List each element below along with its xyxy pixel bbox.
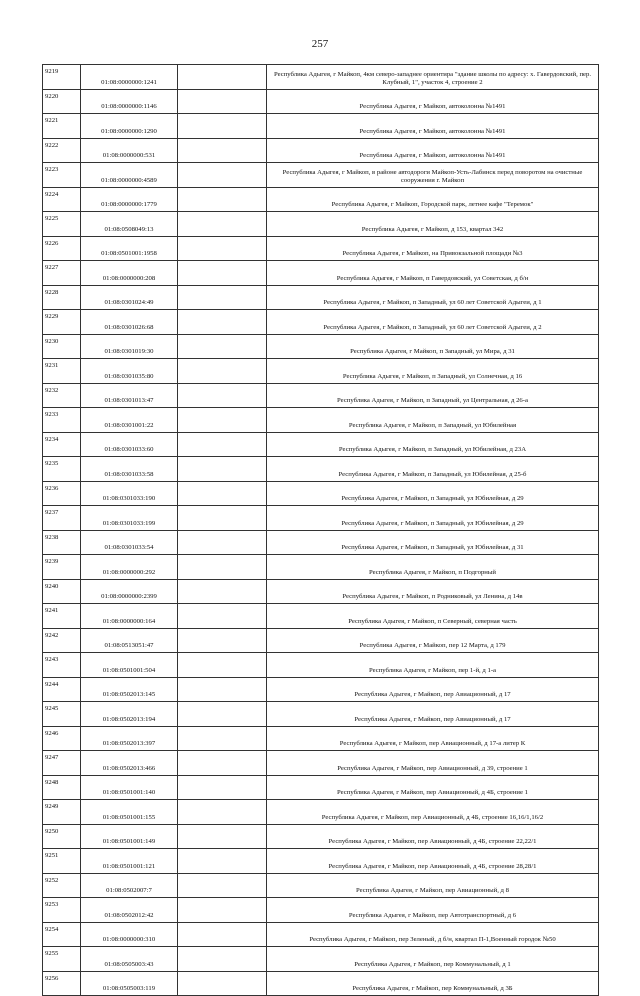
empty-cell	[178, 114, 267, 139]
row-number-cell: 9233	[43, 408, 81, 433]
row-number-cell: 9256	[43, 971, 81, 996]
empty-cell	[178, 604, 267, 629]
empty-cell	[178, 89, 267, 114]
empty-cell	[178, 212, 267, 237]
address-cell: Республика Адыгея, г Майкоп, на Привокзальной площади №3	[267, 236, 599, 261]
cadastral-number-cell: 01:08:0501001:149	[81, 824, 178, 849]
address-cell: Республика Адыгея, г Майкоп, пер Авиационный, д 17-а литер К	[267, 726, 599, 751]
cadastral-number-cell: 01:08:0501001:121	[81, 849, 178, 874]
row-number-cell: 9223	[43, 163, 81, 188]
empty-cell	[178, 726, 267, 751]
row-number-cell: 9241	[43, 604, 81, 629]
address-cell: Республика Адыгея, г Майкоп, пер Коммунальный, д 3Б	[267, 971, 599, 996]
cadastral-number-cell: 01:08:0301019:30	[81, 334, 178, 359]
cadastral-number-cell: 01:08:0000000:2399	[81, 579, 178, 604]
row-number-cell: 9236	[43, 481, 81, 506]
empty-cell	[178, 310, 267, 335]
row-number-cell: 9240	[43, 579, 81, 604]
address-cell: Республика Адыгея, г Майкоп, пер Авиационный, д 39, строение 1	[267, 751, 599, 776]
table-row	[43, 726, 599, 751]
cadastral-number-cell: 01:08:0501001:140	[81, 775, 178, 800]
cadastral-number-cell: 01:08:0301033:58	[81, 457, 178, 482]
table-row	[43, 65, 599, 90]
row-number-cell: 9249	[43, 800, 81, 825]
row-number-cell: 9254	[43, 922, 81, 947]
address-cell: Республика Адыгея, г Майкоп, пер Авиационный, д 17	[267, 677, 599, 702]
address-cell: Республика Адыгея, г Майкоп, п Гавердовский, ул Советская, д б/н	[267, 261, 599, 286]
address-cell: Республика Адыгея, г Майкоп, п Северный, северная часть	[267, 604, 599, 629]
empty-cell	[178, 824, 267, 849]
address-cell: Республика Адыгея, г Майкоп, автоколонна №1491	[267, 138, 599, 163]
empty-cell	[178, 432, 267, 457]
cadastral-number-cell: 01:08:0501001:155	[81, 800, 178, 825]
address-cell: Республика Адыгея, г Майкоп, пер 1-й, д 1-а	[267, 653, 599, 678]
row-number-cell: 9250	[43, 824, 81, 849]
row-number-cell: 9221	[43, 114, 81, 139]
table-row	[43, 800, 599, 825]
address-cell: Республика Адыгея, г Майкоп, автоколонна №1491	[267, 89, 599, 114]
table-row	[43, 408, 599, 433]
cadastral-number-cell: 01:08:0502013:466	[81, 751, 178, 776]
address-cell: Республика Адыгея, г Майкоп, пер Коммунальный, д 1	[267, 947, 599, 972]
address-cell: Республика Адыгея, г Майкоп, пер Автотранспортный, д 6	[267, 898, 599, 923]
row-number-cell: 9253	[43, 898, 81, 923]
cadastral-number-cell: 01:08:0301024:49	[81, 285, 178, 310]
empty-cell	[178, 947, 267, 972]
row-number-cell: 9224	[43, 187, 81, 212]
empty-cell	[178, 775, 267, 800]
cadastral-number-cell: 01:08:0301026:68	[81, 310, 178, 335]
address-cell: Республика Адыгея, г Майкоп, пер Авиационный, д 4Б, строение 1	[267, 775, 599, 800]
empty-cell	[178, 236, 267, 261]
row-number-cell: 9225	[43, 212, 81, 237]
row-number-cell: 9245	[43, 702, 81, 727]
row-number-cell: 9252	[43, 873, 81, 898]
cadastral-number-cell: 01:08:0000000:310	[81, 922, 178, 947]
empty-cell	[178, 334, 267, 359]
address-cell: Республика Адыгея, г Майкоп, пер Авиационный, д 8	[267, 873, 599, 898]
cadastral-number-cell: 01:08:0513051:47	[81, 628, 178, 653]
empty-cell	[178, 677, 267, 702]
row-number-cell: 9231	[43, 359, 81, 384]
row-number-cell: 9234	[43, 432, 81, 457]
row-number-cell: 9246	[43, 726, 81, 751]
address-cell: Республика Адыгея, г Майкоп, пер Авиационный, д 17	[267, 702, 599, 727]
cadastral-number-cell: 01:08:0301035:80	[81, 359, 178, 384]
address-cell: Республика Адыгея, г Майкоп, Городской парк, летнее кафе "Теремок"	[267, 187, 599, 212]
cadastral-number-cell: 01:08:0502012:42	[81, 898, 178, 923]
property-registry-table	[42, 64, 599, 996]
cadastral-number-cell: 01:08:0000000:208	[81, 261, 178, 286]
cadastral-number-cell: 01:08:0505003:43	[81, 947, 178, 972]
address-cell: Республика Адыгея, г Майкоп, п Западный, ул 60 лет Советской Адыгеи, д 2	[267, 310, 599, 335]
row-number-cell: 9238	[43, 530, 81, 555]
cadastral-number-cell: 01:08:0301033:199	[81, 506, 178, 531]
table-row	[43, 163, 599, 188]
table-row	[43, 702, 599, 727]
table-row	[43, 432, 599, 457]
cadastral-number-cell: 01:08:0000000:164	[81, 604, 178, 629]
address-cell: Республика Адыгея, г Майкоп, пер Авиационный, д 4Б, строение 16,16/1,16/2	[267, 800, 599, 825]
empty-cell	[178, 285, 267, 310]
empty-cell	[178, 873, 267, 898]
table-row	[43, 334, 599, 359]
row-number-cell: 9237	[43, 506, 81, 531]
address-cell: Республика Адыгея, г Майкоп, п Родниковый, ул Ленина, д 14в	[267, 579, 599, 604]
table-row	[43, 653, 599, 678]
table-row	[43, 310, 599, 335]
address-cell: Республика Адыгея, г Майкоп, пер Зеленый, д б/н, квартал П-1,Военный городок №50	[267, 922, 599, 947]
table-row	[43, 971, 599, 996]
cadastral-number-cell: 01:08:0501001:504	[81, 653, 178, 678]
cadastral-number-cell: 01:08:0301033:54	[81, 530, 178, 555]
address-cell: Республика Адыгея, г Майкоп, п Западный, ул Юбилейная	[267, 408, 599, 433]
address-cell: Республика Адыгея, г Майкоп, пер Авиационный, д 4Б, строение 28,28/1	[267, 849, 599, 874]
row-number-cell: 9229	[43, 310, 81, 335]
address-cell: Республика Адыгея, г Майкоп, п Западный, ул Центральная, д 26-а	[267, 383, 599, 408]
cadastral-number-cell: 01:08:0301001:22	[81, 408, 178, 433]
table-row	[43, 628, 599, 653]
row-number-cell: 9226	[43, 236, 81, 261]
table-row	[43, 457, 599, 482]
cadastral-number-cell: 01:08:0000000:292	[81, 555, 178, 580]
cadastral-number-cell: 01:08:0502007:7	[81, 873, 178, 898]
empty-cell	[178, 457, 267, 482]
table-row	[43, 530, 599, 555]
table-row	[43, 261, 599, 286]
empty-cell	[178, 187, 267, 212]
row-number-cell: 9239	[43, 555, 81, 580]
empty-cell	[178, 163, 267, 188]
empty-cell	[178, 481, 267, 506]
empty-cell	[178, 922, 267, 947]
row-number-cell: 9243	[43, 653, 81, 678]
empty-cell	[178, 65, 267, 90]
empty-cell	[178, 261, 267, 286]
address-cell: Республика Адыгея, г Майкоп, п Западный, ул 60 лет Советской Адыгеи, д 1	[267, 285, 599, 310]
empty-cell	[178, 800, 267, 825]
table-row	[43, 285, 599, 310]
address-cell: Республика Адыгея, г Майкоп, пер 12 Марта, д 179	[267, 628, 599, 653]
row-number-cell: 9219	[43, 65, 81, 90]
table-row	[43, 873, 599, 898]
cadastral-number-cell: 01:08:0505003:119	[81, 971, 178, 996]
table-row	[43, 359, 599, 384]
table-row	[43, 604, 599, 629]
empty-cell	[178, 702, 267, 727]
address-cell: Республика Адыгея, г Майкоп, 4км северо-западнее ориентира "здание школы по адресу: х. Гавердовский, пер. Клубный, 1", участок 4, строение 2	[267, 65, 599, 90]
empty-cell	[178, 383, 267, 408]
row-number-cell: 9251	[43, 849, 81, 874]
address-cell: Республика Адыгея, г Майкоп, п Западный, ул Юбилейная, д 29	[267, 481, 599, 506]
page-number: 257	[311, 38, 329, 50]
row-number-cell: 9255	[43, 947, 81, 972]
address-cell: Республика Адыгея, г Майкоп, д 153, квартал 342	[267, 212, 599, 237]
address-cell: Республика Адыгея, г Майкоп, автоколонна №1491	[267, 114, 599, 139]
row-number-cell: 9244	[43, 677, 81, 702]
row-number-cell: 9228	[43, 285, 81, 310]
row-number-cell: 9220	[43, 89, 81, 114]
table-row	[43, 849, 599, 874]
address-cell: Республика Адыгея, г Майкоп, пер Авиационный, д 4Б, строение 22,22/1	[267, 824, 599, 849]
row-number-cell: 9248	[43, 775, 81, 800]
cadastral-number-cell: 01:08:0502013:194	[81, 702, 178, 727]
cadastral-number-cell: 01:08:0000000:1290	[81, 114, 178, 139]
table-row	[43, 383, 599, 408]
cadastral-number-cell: 01:08:0508049:13	[81, 212, 178, 237]
empty-cell	[178, 506, 267, 531]
table-row	[43, 947, 599, 972]
table-row	[43, 751, 599, 776]
empty-cell	[178, 751, 267, 776]
address-cell: Республика Адыгея, г Майкоп, п Западный, ул Солнечная, д 16	[267, 359, 599, 384]
cadastral-number-cell: 01:08:0502013:397	[81, 726, 178, 751]
table-row	[43, 555, 599, 580]
address-cell: Республика Адыгея, г Майкоп, п Западный, ул Юбилейная, д 25-б	[267, 457, 599, 482]
row-number-cell: 9235	[43, 457, 81, 482]
cadastral-number-cell: 01:08:0502013:145	[81, 677, 178, 702]
table-row	[43, 922, 599, 947]
cadastral-number-cell: 01:08:0000000:1146	[81, 89, 178, 114]
address-cell: Республика Адыгея, г Майкоп, п Западный, ул Юбилейная, д 29	[267, 506, 599, 531]
cadastral-number-cell: 01:08:0000000:1241	[81, 65, 178, 90]
row-number-cell: 9230	[43, 334, 81, 359]
address-cell: Республика Адыгея, г Майкоп, п Западный, ул Мира, д 31	[267, 334, 599, 359]
empty-cell	[178, 653, 267, 678]
table-row	[43, 114, 599, 139]
table-row	[43, 506, 599, 531]
cadastral-number-cell: 01:08:0301033:190	[81, 481, 178, 506]
table-row	[43, 187, 599, 212]
table-row	[43, 579, 599, 604]
table-row	[43, 677, 599, 702]
empty-cell	[178, 579, 267, 604]
row-number-cell: 9227	[43, 261, 81, 286]
empty-cell	[178, 898, 267, 923]
address-cell: Республика Адыгея, г Майкоп, п Западный, ул Юбилейная, д 31	[267, 530, 599, 555]
empty-cell	[178, 628, 267, 653]
empty-cell	[178, 555, 267, 580]
table-row	[43, 89, 599, 114]
table-row	[43, 236, 599, 261]
table-row	[43, 138, 599, 163]
table-row	[43, 824, 599, 849]
table-row	[43, 775, 599, 800]
cadastral-number-cell: 01:08:0000000:1779	[81, 187, 178, 212]
table-row	[43, 898, 599, 923]
row-number-cell: 9247	[43, 751, 81, 776]
address-cell: Республика Адыгея, г Майкоп, п Западный, ул Юбилейная, д 23А	[267, 432, 599, 457]
row-number-cell: 9232	[43, 383, 81, 408]
address-cell: Республика Адыгея, г Майкоп, в районе автодороги Майкоп-Усть-Лабинск перед поворотом на очистные сооружения г. Майкоп	[267, 163, 599, 188]
empty-cell	[178, 408, 267, 433]
table-row	[43, 481, 599, 506]
empty-cell	[178, 971, 267, 996]
address-cell: Республика Адыгея, г Майкоп, п Подгорный	[267, 555, 599, 580]
row-number-cell: 9222	[43, 138, 81, 163]
empty-cell	[178, 849, 267, 874]
cadastral-number-cell: 01:08:0000000:531	[81, 138, 178, 163]
empty-cell	[178, 359, 267, 384]
cadastral-number-cell: 01:08:0301033:60	[81, 432, 178, 457]
cadastral-number-cell: 01:08:0501001:1958	[81, 236, 178, 261]
empty-cell	[178, 138, 267, 163]
row-number-cell: 9242	[43, 628, 81, 653]
empty-cell	[178, 530, 267, 555]
cadastral-number-cell: 01:08:0301013:47	[81, 383, 178, 408]
cadastral-number-cell: 01:08:0000000:4589	[81, 163, 178, 188]
table-row	[43, 212, 599, 237]
